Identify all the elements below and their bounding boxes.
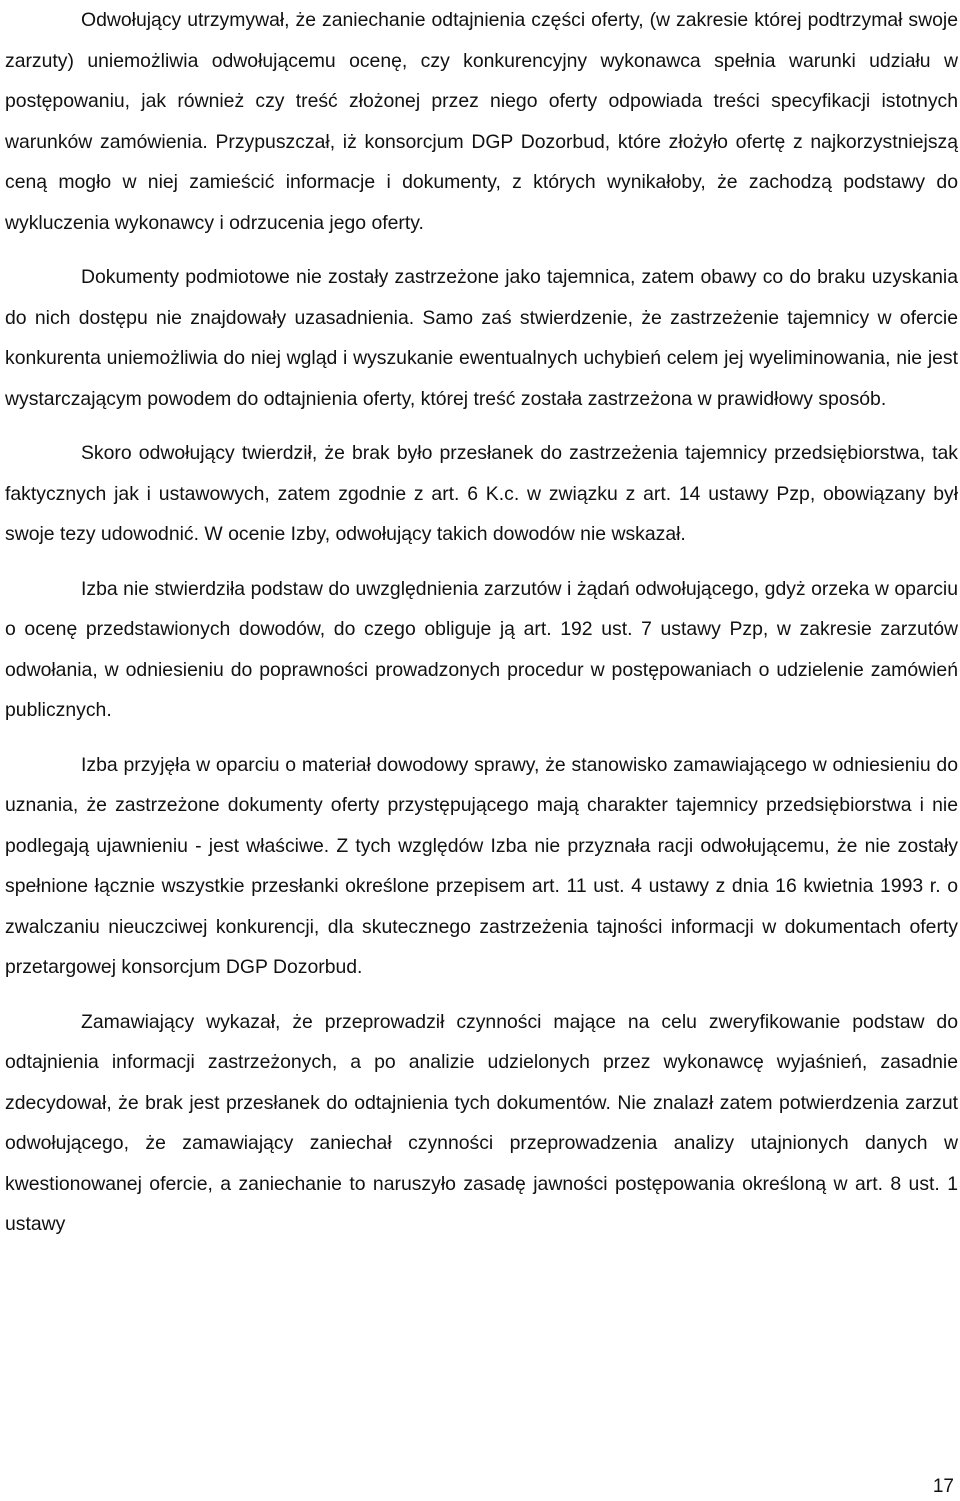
paragraph-2: Dokumenty podmiotowe nie zostały zastrzeżone jako tajemnica, zatem obawy co do braku uzyskania do nich dostępu nie znajdowały uzasadnienia. Samo zaś stwierdzenie, że zastrzeżenie tajemnicy w ofercie konkurenta uniemożliwia do niej wgląd i wyszukanie ewentualnych uchybień celem jej wyeliminowania, nie jest wystarczającym powodem do odtajnienia oferty, której treść została zastrzeżona w prawidłowy sposób. xyxy=(5,266,958,410)
paragraph-3: Skoro odwołujący twierdził, że brak było przesłanek do zastrzeżenia tajemnicy przedsiębiorstwa, tak faktycznych jak i ustawowych, zatem zgodnie z art. 6 K.c. w związku z art. 14 ustawy Pzp, obowiązany był swoje tezy udowodnić. W ocenie Izby, odwołujący takich dowodów nie wskazał. xyxy=(5,442,958,545)
paragraph-4: Izba nie stwierdziła podstaw do uwzględnienia zarzutów i żądań odwołującego, gdyż orzeka w oparciu o ocenę przedstawionych dowodów, do czego obliguje ją art. 192 ust. 7 ustawy Pzp, w zakresie zarzutów odwołania, w odniesieniu do poprawności prowadzonych procedur w postępowaniach o udzielenie zamówień publicznych. xyxy=(5,577,958,721)
paragraph-1: Odwołujący utrzymywał, że zaniechanie odtajnienia części oferty, (w zakresie której podtrzymał swoje zarzuty) uniemożliwia odwołującemu ocenę, czy konkurencyjny wykonawca spełnia warunki udziału w postępowaniu, jak również czy treść złożonej przez niego oferty odpowiada treści specyfikacji istotnych warunków zamówienia. Przypuszczał, iż konsorcjum DGP Dozorbud, które złożyło ofertę z najkorzystniejszą ceną mogło w niej zamieścić informacje i dokumenty, z których wynikałoby, że zachodzą podstawy do wykluczenia wykonawcy i odrzucenia jego oferty. xyxy=(5,9,958,234)
page-number: 17 xyxy=(932,1476,954,1497)
paragraph-5: Izba przyjęła w oparciu o materiał dowodowy sprawy, że stanowisko zamawiającego w odniesieniu do uznania, że zastrzeżone dokumenty oferty przystępującego mają charakter tajemnicy przedsiębiorstwa i nie podlegają ujawnieniu - jest właściwe. Z tych względów Izba nie przyznała racji odwołującemu, że nie zostały spełnione łącznie wszystkie przesłanki określone przepisem art. 11 ust. 4 ustawy z dnia 16 kwietnia 1993 r. o zwalczaniu nieuczciwej konkurencji, dla skutecznego zastrzeżenia tajności informacji w dokumentach oferty przetargowej konsorcjum DGP Dozorbud. xyxy=(5,753,958,978)
paragraph-6: Zamawiający wykazał, że przeprowadził czynności mające na celu zweryfikowanie podstaw do odtajnienia informacji zastrzeżonych, a po analizie udzielonych przez wykonawcę wyjaśnień, zasadnie zdecydował, że brak jest przesłanek do odtajnienia tych dokumentów. Nie znalazł zatem potwierdzenia zarzut odwołującego, że zamawiający zaniechał czynności przeprowadzenia analizy utajnionych danych w kwestionowanej ofercie, a zaniechanie to naruszyło zasadę jawności postępowania określoną w art. 8 ust. 1 ustawy xyxy=(5,1010,958,1235)
document-page xyxy=(5,0,958,1245)
